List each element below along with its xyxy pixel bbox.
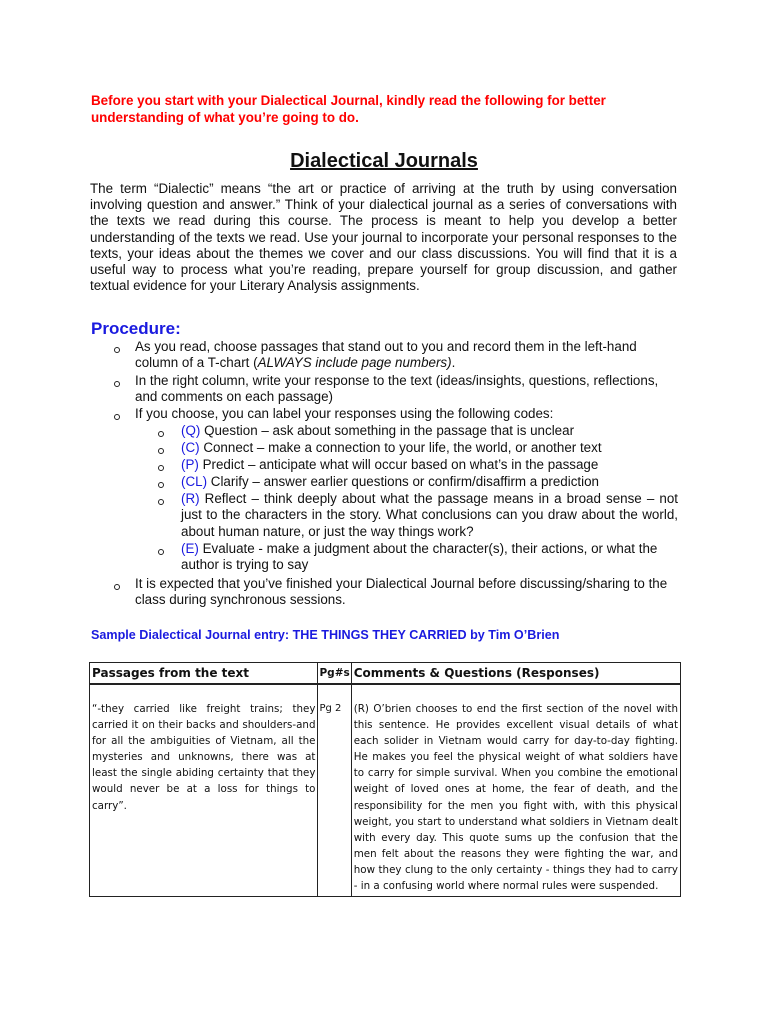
code-item: (Q) Question – ask about something in the passage that is unclear	[181, 423, 575, 438]
procedure-item: As you read, choose passages that stand out to you and record them in the left-hand column of a T-chart (ALWAYS include page numbers).	[135, 339, 637, 371]
bullet-icon	[114, 347, 120, 353]
procedure-item: In the right column, write your response to the text (ideas/insights, questions, reflections, and comments on each passage)	[135, 373, 659, 405]
bullet-icon	[114, 584, 120, 590]
procedure-heading: Procedure:	[91, 319, 181, 338]
page-title: Dialectical Journals	[290, 150, 478, 172]
page-cell: Pg 2	[318, 684, 351, 897]
bullet-icon	[158, 549, 164, 555]
bullet-icon	[158, 465, 164, 471]
bullet-icon	[158, 499, 164, 505]
code-item: (R) Reflect – think deeply about what the passage means in a broad sense – not just to the characters in the story. What conclusions can you draw about the world, about human nature, or just the way things work?	[181, 491, 678, 539]
comment-cell: (R) O’brien chooses to end the first section of the novel with this sentence. He provides excellent visual details of what each solider in Vietnam would carry for day-to-day fighting. He makes you feel the physical weight of what soldiers have to carry for simple survival. When you combine the emotional weight of loved ones at home, the fear of death, and the responsibility for the men you fight with, with this physical weight, you start to understand what soldiers in Vietnam dealt with every day. This quote sums up the confusion that the men felt about the reasons they were fighting the war, and how they clung to the only certainty - things they had to carry - in a confusing world where normal rules were suspended.	[351, 684, 680, 897]
bullet-icon	[158, 431, 164, 437]
journal-table	[89, 662, 681, 897]
procedure-item: If you choose, you can label your responses using the following codes:	[135, 406, 554, 421]
code-item: (CL) Clarify – answer earlier questions or confirm/disaffirm a prediction	[181, 474, 600, 489]
column-header-passages: Passages from the text	[90, 663, 318, 685]
column-header-pages: Pg#s	[318, 663, 351, 685]
table-row	[90, 684, 681, 897]
notice-text: Before you start with your Dialectical Journal, kindly read the following for better understanding of what you’re going to do.	[91, 93, 606, 125]
procedure-item: It is expected that you’ve finished your Dialectical Journal before discussing/sharing to the class during synchronous sessions.	[135, 576, 668, 608]
bullet-icon	[114, 381, 120, 387]
sample-heading: Sample Dialectical Journal entry: THE THINGS THEY CARRIED by Tim O’Brien	[91, 628, 560, 642]
passage-cell: “-they carried like freight trains; they carried it on their backs and shoulders-and for all the ambiguities of Vietnam, all the mysteries and unknowns, there was at least the single abiding certainty that they would never be at a loss for things to carry”.	[90, 684, 318, 897]
intro-paragraph: The term “Dialectic” means “the art or practice of arriving at the truth by using conversation involving question and answer.” Think of your dialectical journal as a series of conversations with the texts we read during this course. The process is meant to help you develop a better understanding of the texts we read. Use your journal to incorporate your personal responses to the texts, your ideas about the themes we cover and our class discussions. You will find that it is a useful way to process what you’re reading, prepare yourself for group discussion, and gather textual evidence for your Literary Analysis assignments.	[90, 181, 677, 294]
bullet-icon	[114, 414, 120, 420]
bullet-icon	[158, 448, 164, 454]
code-item: (C) Connect – make a connection to your life, the world, or another text	[181, 440, 602, 455]
table-header-row	[90, 663, 681, 685]
code-item: (P) Predict – anticipate what will occur based on what’s in the passage	[181, 457, 599, 472]
bullet-icon	[158, 482, 164, 488]
column-header-comments: Comments & Questions (Responses)	[351, 663, 680, 685]
code-item: (E) Evaluate - make a judgment about the character(s), their actions, or what the author is trying to say	[181, 541, 658, 573]
